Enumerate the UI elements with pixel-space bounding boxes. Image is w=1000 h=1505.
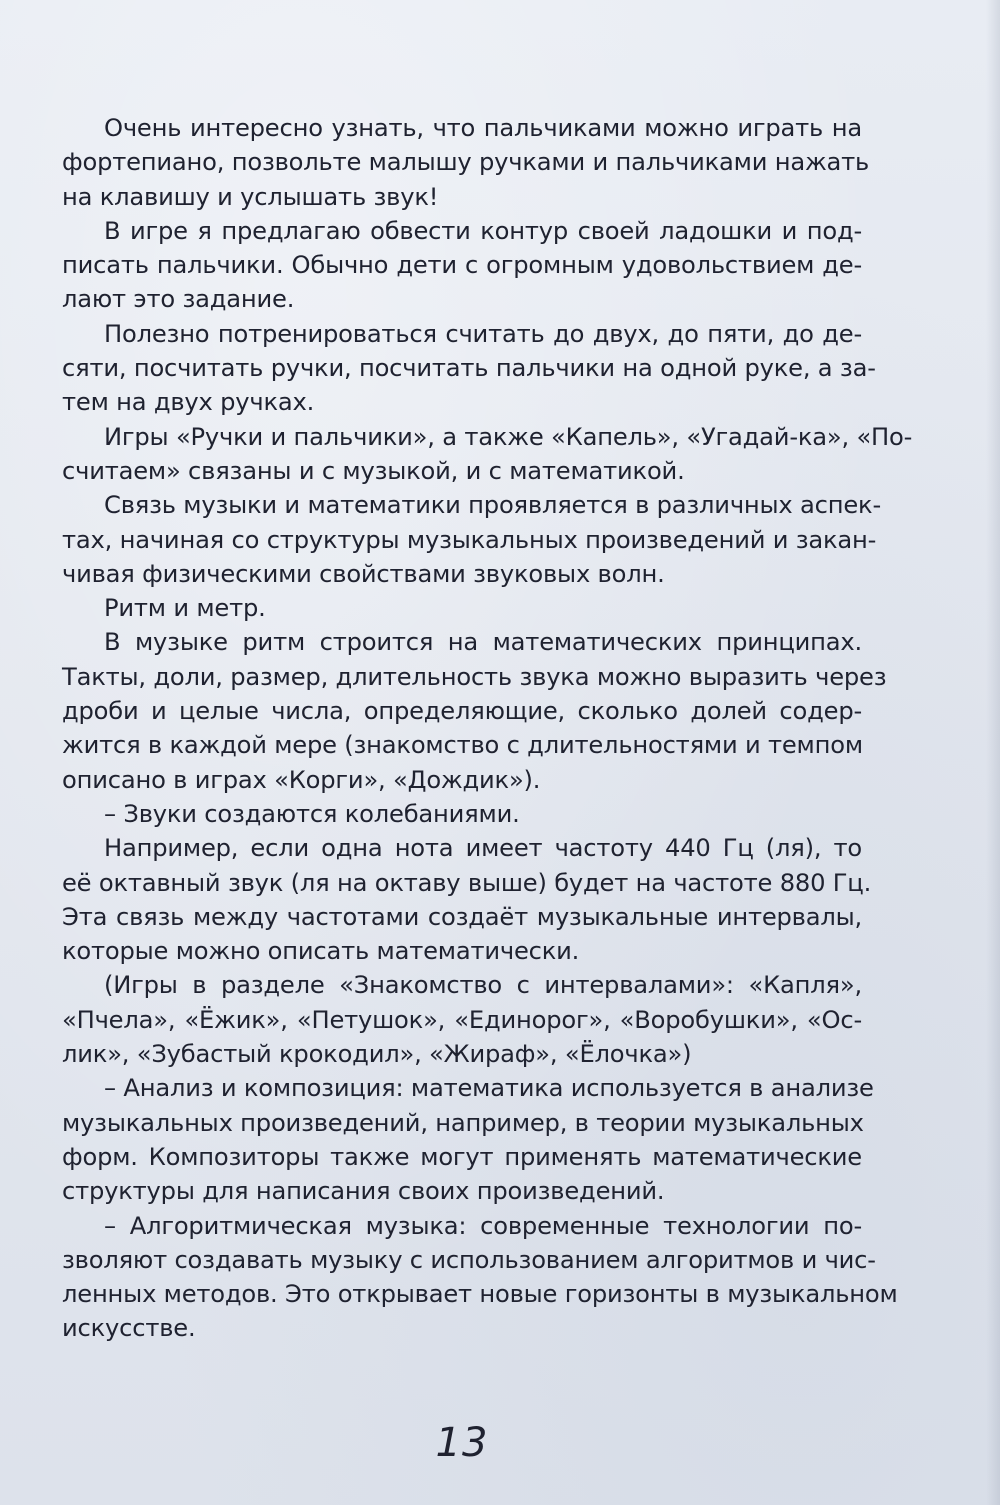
text-line: фортепиано, позвольте малышу ручками и пальчиками нажать — [62, 148, 870, 177]
text-line: которые можно описать математически. — [62, 937, 580, 966]
text-line: В музыке ритм строится на математических принципах. — [104, 628, 862, 657]
text-line: ленных методов. Это открывает новые горизонты в музыкальном — [62, 1280, 898, 1309]
text-line: – Анализ и композиция: математика используется в анализе — [104, 1074, 874, 1103]
paragraph-4 — [62, 420, 913, 489]
text-line: структуры для написания своих произведений. — [62, 1177, 665, 1206]
text-line: жится в каждой мере (знакомство с длительностями и темпом — [62, 731, 863, 760]
text-line: чивая физическими свойствами звуковых волн. — [62, 559, 665, 588]
paragraph-6 — [62, 591, 862, 625]
text-line: В игре я предлагаю обвести контур своей ладошки и под- — [104, 216, 862, 245]
text-line: искусстве. — [62, 1314, 196, 1343]
text-line: Эта связь между частотами создаёт музыкальные интервалы, — [62, 902, 862, 931]
paragraph-2 — [62, 214, 862, 317]
paragraph-12 — [62, 1209, 898, 1346]
text-line: «Пчела», «Ёжик», «Петушок», «Единорог», «Воробушки», «Ос- — [62, 1005, 862, 1034]
text-line: тем на двух ручках. — [62, 388, 315, 417]
text-line: лают это задание. — [62, 285, 295, 314]
text-line: форм. Композиторы также могут применять математические — [62, 1142, 862, 1171]
text-line: – Алгоритмическая музыка: современные технологии по- — [104, 1211, 862, 1240]
text-line: Очень интересно узнать, что пальчиками можно играть на — [104, 114, 862, 142]
text-line: Полезно потренироваться считать до двух, до пяти, до де- — [104, 319, 862, 348]
paragraph-8 — [62, 797, 862, 831]
text-line: писать пальчики. Обычно дети с огромным удовольствием де- — [62, 251, 862, 280]
text-line: Такты, доли, размер, длительность звука можно выразить через — [62, 662, 887, 691]
paragraph-11 — [62, 1071, 874, 1208]
text-line: сяти, посчитать ручки, посчитать пальчики на одной руке, а за- — [62, 354, 876, 383]
text-line: (Игры в разделе «Знакомство с интервалами»: «Капля», — [104, 971, 862, 1000]
paragraph-3 — [62, 317, 876, 420]
text-line: считаем» связаны и с музыкой, и с математикой. — [62, 456, 685, 485]
text-line: описано в играх «Корги», «Дождик»). — [62, 765, 541, 794]
text-line: на клавишу и услышать звук! — [62, 182, 439, 211]
text-line: Игры «Ручки и пальчики», а также «Капель», «Угадай-ка», «По- — [104, 422, 913, 451]
text-line: – Звуки создаются колебаниями. — [104, 799, 520, 828]
text-line: тах, начиная со структуры музыкальных произведений и закан- — [62, 525, 877, 554]
text-line: её октавный звук (ля на октаву выше) будет на частоте 880 Гц. — [62, 868, 872, 897]
text-line: лик», «Зубастый крокодил», «Жираф», «Ёлочка») — [62, 1040, 692, 1069]
text-line: Ритм и метр. — [104, 594, 266, 623]
text-line: Связь музыки и математики проявляется в различных аспек- — [104, 491, 881, 520]
paragraph-7 — [62, 625, 887, 796]
paragraph-9 — [62, 831, 872, 968]
page-number: 13 — [435, 1420, 489, 1466]
text-line: музыкальных произведений, например, в теории музыкальных — [62, 1108, 864, 1137]
page-edge-shadow — [986, 0, 1000, 1505]
text-line: Например, если одна нота имеет частоту 440 Гц (ля), то — [104, 834, 862, 863]
paragraph-10 — [62, 968, 862, 1071]
paragraph-5 — [62, 488, 881, 591]
paragraph-1 — [62, 111, 870, 214]
text-line: дроби и целые числа, определяющие, сколько долей содер- — [62, 697, 862, 726]
body-text — [62, 111, 913, 1346]
text-line: зволяют создавать музыку с использованием алгоритмов и чис- — [62, 1245, 876, 1274]
